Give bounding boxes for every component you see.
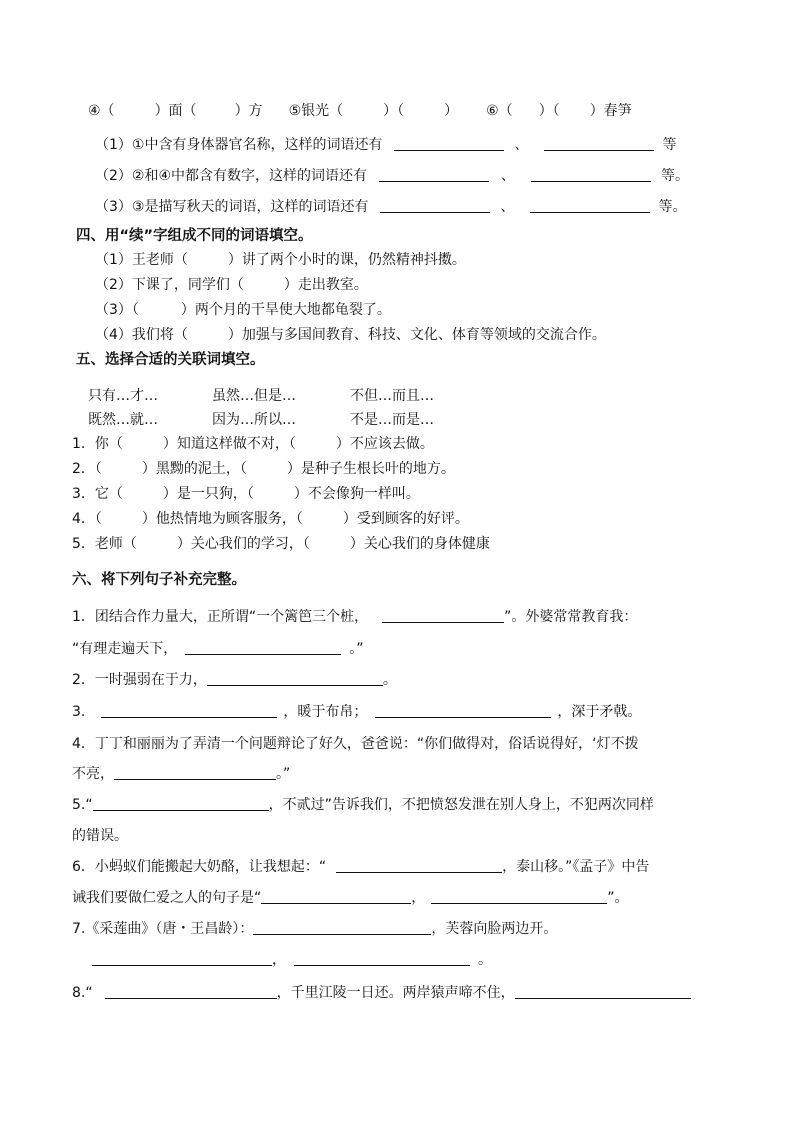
answer-blank[interactable] bbox=[544, 135, 654, 151]
answer-blank[interactable] bbox=[93, 795, 269, 811]
question-5-3: 3．它（ ）是一只狗，（ ）不会像狗一样叫。 bbox=[72, 486, 420, 502]
question-4-2: （2）下课了，同学们（ ）走出教室。 bbox=[95, 277, 368, 293]
section-4-title: 四、用“续”字组成不同的词语填空。 bbox=[76, 228, 313, 244]
sentence-6-4-cont: 不亮， 。” bbox=[72, 766, 291, 782]
answer-blank[interactable] bbox=[114, 764, 276, 780]
sentence-6-2: 2．一时强弱在于力， 。 bbox=[72, 672, 397, 688]
answer-blank[interactable] bbox=[382, 607, 504, 623]
sentence-6-7-cont: ， 。 bbox=[92, 950, 492, 970]
answer-blank[interactable] bbox=[105, 983, 277, 999]
question-5-4: 4．（ ）他热情地为顾客服务，（ ）受到顾客的好评。 bbox=[72, 511, 469, 527]
answer-blank[interactable] bbox=[253, 919, 431, 935]
answer-blank[interactable] bbox=[207, 670, 383, 686]
answer-blank[interactable] bbox=[380, 197, 490, 213]
sentence-6-1: 1．团结合作力量大，正所谓“一个篱笆三个桩， ”。外婆常常教育我： bbox=[72, 609, 638, 625]
sentence-6-5-cont: 的错误。 bbox=[72, 828, 128, 844]
question-4-1: （1）王老师（ ）讲了两个小时的课，仍然精神抖擞。 bbox=[95, 252, 466, 268]
question-5-1: 1．你（ ）知道这样做不对，（ ）不应该去做。 bbox=[72, 436, 434, 452]
question-3-1: （1）①中含有身体器官名称，这样的词语还有 、 等 bbox=[95, 137, 677, 153]
answer-blank[interactable] bbox=[431, 888, 607, 904]
answer-blank[interactable] bbox=[294, 950, 470, 966]
answer-blank[interactable] bbox=[379, 166, 489, 182]
conjunction-option: 不是…而是… bbox=[350, 412, 434, 428]
sentence-6-4: 4．丁丁和丽丽为了弄清一个问题辩论了好久，爸爸说：“你们做得对，俗话说得好，‘灯不拨 bbox=[72, 736, 639, 752]
answer-blank[interactable] bbox=[375, 702, 551, 718]
answer-blank[interactable] bbox=[531, 166, 651, 182]
conjunction-option: 既然…就… bbox=[88, 412, 158, 428]
conjunction-option: 不但…而且… bbox=[350, 388, 434, 404]
question-4-4: （4）我们将（ ）加强与多国间教育、科技、文化、体育等领域的交流合作。 bbox=[95, 327, 606, 343]
answer-blank[interactable] bbox=[101, 702, 277, 718]
conjunction-option: 只有…才… bbox=[88, 388, 158, 404]
answer-blank[interactable] bbox=[336, 857, 502, 873]
conjunction-option: 虽然…但是… bbox=[212, 388, 296, 404]
answer-blank[interactable] bbox=[394, 135, 504, 151]
conjunction-options-row-1 bbox=[88, 386, 434, 406]
answer-blank[interactable] bbox=[261, 888, 411, 904]
question-4-3: （3）（ ）两个月的干旱使大地都龟裂了。 bbox=[95, 302, 391, 318]
sentence-6-1-cont: “有理走遍天下， 。” bbox=[72, 641, 364, 657]
answer-blank[interactable] bbox=[92, 950, 272, 966]
idiom-row-4-6: ④（ ）面（ ）方 ⑤银光（ ）（ ） ⑥（ ）（ ）春笋 bbox=[88, 103, 632, 119]
sentence-6-7: 7.《采莲曲》（唐・王昌龄）： ，芙蓉向脸两边开。 bbox=[72, 921, 558, 937]
section-5-title: 五、选择合适的关联词填空。 bbox=[76, 352, 265, 368]
section-6-title: 六、将下列句子补充完整。 bbox=[72, 572, 246, 588]
sentence-6-5: 5.“ ，不贰过”告诉我们，不把愤怒发泄在别人身上，不犯两次同样 bbox=[72, 797, 654, 813]
question-3-3: （3）③是描写秋天的词语，这样的词语还有 、 等。 bbox=[95, 199, 687, 215]
question-5-5: 5．老师（ ）关心我们的学习，（ ）关心我们的身体健康 bbox=[72, 536, 490, 552]
sentence-6-6: 6．小蚂蚁们能搬起大奶酪，让我想起：“ ，泰山移。”《孟子》中告 bbox=[72, 859, 650, 875]
question-3-2: （2）②和④中都含有数字，这样的词语还有 、 等。 bbox=[95, 168, 690, 184]
answer-blank[interactable] bbox=[530, 197, 650, 213]
sentence-6-3: 3. ，暖于布帛； ，深于矛戟。 bbox=[72, 704, 642, 720]
sentence-6-6-cont: 诫我们要做仁爱之人的句子是“ ， ”。 bbox=[72, 890, 629, 906]
question-5-2: 2．（ ）黑黝的泥土，（ ）是种子生根长叶的地方。 bbox=[72, 461, 455, 477]
answer-blank[interactable] bbox=[185, 639, 341, 655]
conjunction-options-row-2 bbox=[88, 410, 434, 430]
conjunction-option: 因为…所以… bbox=[212, 412, 296, 428]
answer-blank[interactable] bbox=[515, 983, 691, 999]
sentence-6-8: 8.“ ，千里江陵一日还。两岸猿声啼不住， bbox=[72, 983, 691, 1003]
